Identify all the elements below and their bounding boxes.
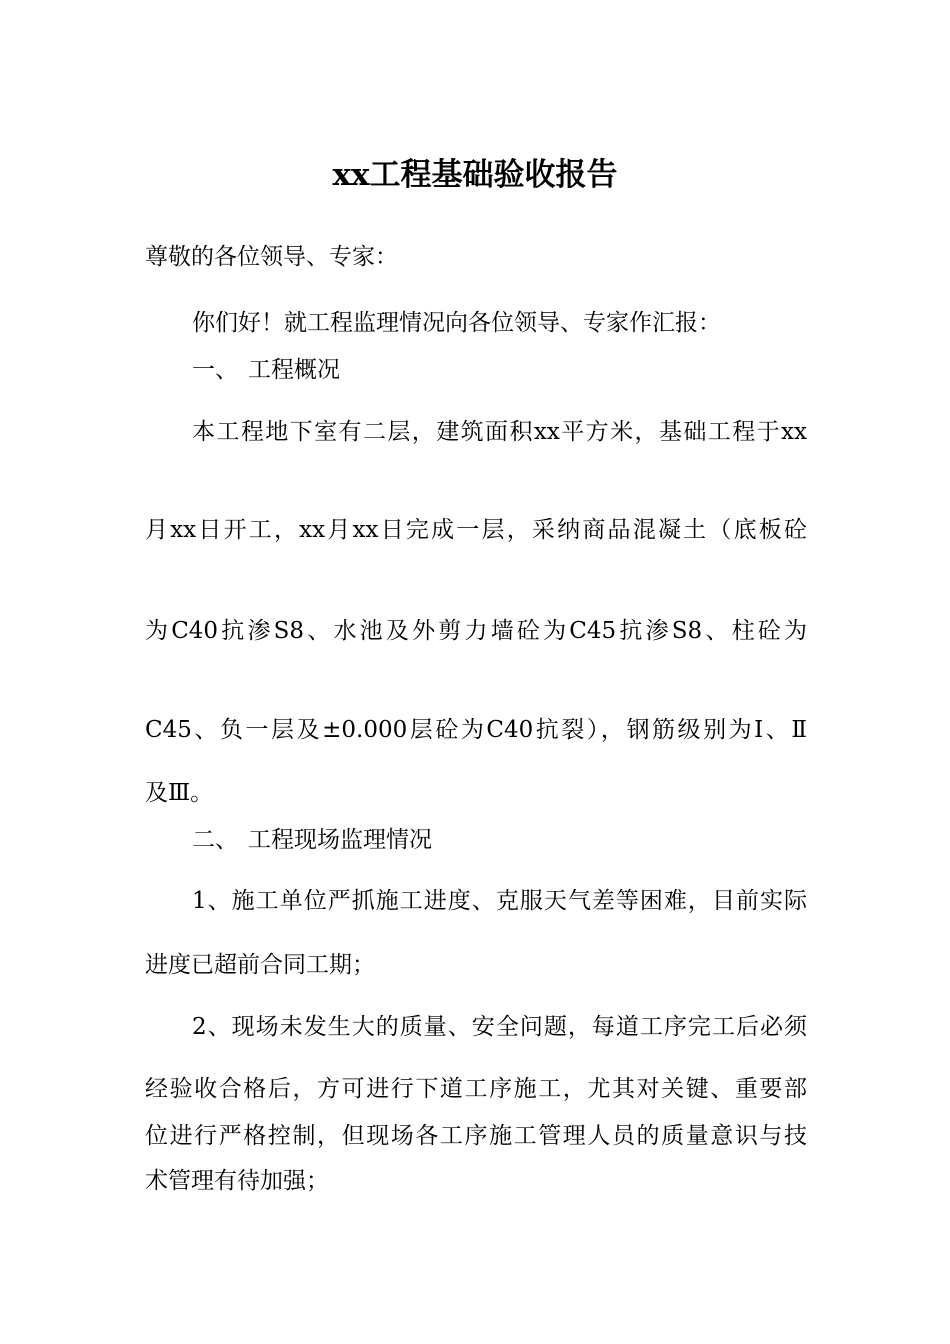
document-title: xx工程基础验收报告 — [332, 157, 618, 193]
greeting: 你们好！就工程监理情况向各位领导、专家作汇报： — [192, 310, 721, 336]
paragraph-line: C45、负一层及±0.000层砼为C40抗裂），钢筋级别为Ⅰ、Ⅱ — [145, 717, 807, 743]
paragraph-line: 月xx日开工，xx月xx日完成一层，采纳商品混凝土（底板砼 — [145, 517, 807, 543]
section-title: 工程现场监理情况 — [248, 827, 432, 853]
paragraph-line: 本工程地下室有二层，建筑面积xx平方米，基础工程于xx — [192, 419, 807, 445]
section-number: 一、 — [192, 357, 238, 383]
paragraph-line: 为C40抗渗S8、水池及外剪力墙砼为C45抗渗S8、柱砼为 — [145, 618, 807, 644]
paragraph-line: 术管理有待加强； — [145, 1168, 329, 1194]
section-heading-1 — [192, 356, 807, 384]
paragraph-line: 及Ⅲ。 — [145, 780, 214, 806]
paragraph-line: 1、施工单位严抓施工进度、克服天气差等困难，目前实际 — [192, 888, 807, 914]
section-number: 二、 — [192, 827, 238, 853]
section-title: 工程概况 — [248, 357, 340, 383]
paragraph-line: 2、现场未发生大的质量、安全问题，每道工序完工后必须 — [192, 1014, 807, 1040]
section-heading-2 — [192, 826, 807, 854]
paragraph-line: 经验收合格后，方可进行下道工序施工，尤其对关键、重要部 — [145, 1076, 807, 1102]
salutation: 尊敬的各位领导、专家： — [145, 244, 398, 270]
paragraph-line: 位进行严格控制，但现场各工序施工管理人员的质量意识与技 — [145, 1123, 807, 1149]
paragraph-line: 进度已超前合同工期； — [145, 952, 375, 978]
